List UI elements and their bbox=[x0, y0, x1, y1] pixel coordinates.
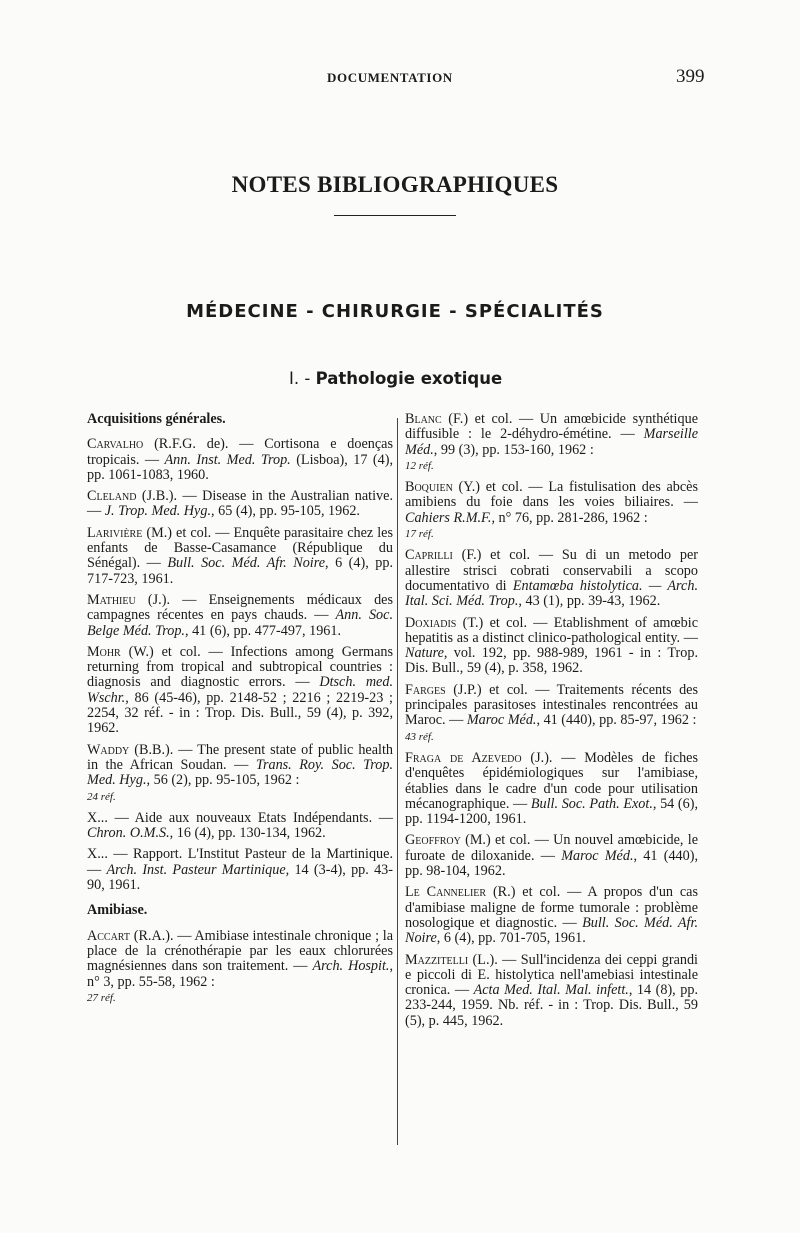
running-head: DOCUMENTATION bbox=[327, 70, 453, 85]
entry-author: X... bbox=[87, 846, 108, 863]
entry-source: Maroc Méd. bbox=[466, 712, 537, 729]
entry-author: Farges bbox=[405, 681, 446, 698]
entry-details: , 6 (4), pp. 717-723, 1961. bbox=[87, 555, 394, 587]
entry-details: , 65 (4), pp. 95-105, 1962. bbox=[211, 503, 360, 520]
entry-author: Boquien bbox=[405, 479, 453, 496]
entry-text: (F.) et col. — Un amœbicide synthétique diffusible : le 2-déhydro-émétine. — bbox=[405, 411, 698, 443]
entry-author: Caprilli bbox=[405, 547, 453, 564]
column-divider bbox=[397, 418, 398, 1145]
bibliography-entry bbox=[405, 412, 698, 474]
entry-text: (B.B.). — The present state of public health in the African Soudan. — bbox=[87, 741, 393, 773]
bibliography-entry bbox=[87, 593, 393, 639]
entry-source: Marseille Méd. bbox=[405, 426, 698, 458]
entry-source: Bull. Soc. Path. Exot. bbox=[530, 795, 653, 812]
bibliography-entry bbox=[87, 929, 393, 1006]
entry-author: Mathieu bbox=[87, 591, 136, 608]
bibliography-entry bbox=[405, 751, 698, 827]
entry-author: Le Cannelier bbox=[405, 884, 487, 901]
entry-source: Chron. O.M.S. bbox=[87, 825, 170, 842]
entry-author: Larivière bbox=[87, 524, 143, 541]
title-rule bbox=[334, 215, 456, 216]
bibliography-entry bbox=[405, 548, 698, 609]
entry-text: (J.). — Enseignements médicaux des campagnes récentes en pays chauds. — bbox=[87, 591, 393, 624]
subsection-number: I. - bbox=[289, 369, 311, 388]
entry-text: (W.) et col. — Infections among Germans returning from tropical and subtropical countries : diagnosis and diagnostic errors. — bbox=[87, 643, 393, 691]
entry-details: , 41 (6), pp. 477-497, 1961. bbox=[184, 622, 342, 639]
entry-details: (Lisboa), 17 (4), pp. 1061-1083, 1960. bbox=[87, 451, 394, 483]
entry-source: Acta Med. Ital. Mal. infett. bbox=[473, 982, 629, 999]
entry-author: Fraga de Azevedo bbox=[405, 749, 522, 766]
section-heading: MÉDECINE - CHIRURGIE - SPÉCIALITÉS bbox=[186, 301, 604, 322]
entry-source: Ann. Soc. Belge Méd. Trop. bbox=[87, 607, 393, 639]
entry-details: , 41 (440), pp. 85-97, 1962 : bbox=[536, 712, 697, 729]
bibliography-entry bbox=[87, 489, 393, 520]
entry-source: Bull. Soc. Méd. Afr. Noire bbox=[167, 555, 326, 572]
entry-source: Nature bbox=[405, 645, 444, 662]
entry-source: Trans. Roy. Soc. Trop. Med. Hyg. bbox=[87, 756, 393, 789]
entry-details: , 16 (4), pp. 130-134, 1962. bbox=[169, 825, 326, 842]
entry-details: 14 (3-4), pp. 43-90, 1961. bbox=[87, 861, 393, 894]
entry-text: (Y.) et col. — La fistulisation des abcès amibiens du foie dans les voies biliaires. — bbox=[405, 479, 698, 511]
entry-ref-count: 43 réf. bbox=[405, 730, 434, 743]
entry-author: Doxiadis bbox=[405, 614, 457, 631]
entry-text: (J.P.) et col. — Traitements récents des principales parasitoses intestinales rencontrées au Maroc. — bbox=[405, 681, 698, 729]
entry-source: Arch. Inst. Pasteur Martinique, bbox=[106, 861, 290, 878]
bibliography-entry bbox=[87, 743, 393, 805]
entry-details: , 54 (6), pp. 1194-1200, 1961. bbox=[405, 795, 698, 828]
entry-author: X... bbox=[87, 809, 108, 826]
page-number: 399 bbox=[676, 66, 705, 87]
page-title: NOTES BIBLIOGRAPHIQUES bbox=[231, 172, 559, 197]
entry-details: , 56 (2), pp. 95-105, 1962 : bbox=[146, 772, 300, 789]
entry-text: (R.) et col. — A propos d'un cas d'amibiase maligne de forme tumorale : problème nosologique et diagnostic. — bbox=[405, 884, 698, 931]
entry-source: Cahiers R.M.F. bbox=[405, 509, 492, 526]
right-column bbox=[405, 412, 698, 1035]
bibliography-entry bbox=[87, 437, 393, 483]
bibliography-entry bbox=[405, 683, 698, 745]
entry-text: (L.). — Sull'incidenza dei ceppi grandi e piccoli di E. histolytica nell'amebiasi intestinale cronica. — bbox=[405, 951, 698, 999]
entry-details: , vol. 192, pp. 988-989, 1961 - in : Trop. Dis. Bull., 59 (4), p. 358, 1962. bbox=[405, 645, 698, 677]
entry-ref-count: 12 réf. bbox=[405, 459, 434, 472]
entry-details: , 6 (4), pp. 701-705, 1961. bbox=[436, 930, 586, 947]
bibliography-entry bbox=[87, 847, 393, 893]
entry-details: , n° 76, pp. 281-286, 1962 : bbox=[491, 509, 648, 526]
entry-author: Blanc bbox=[405, 411, 442, 427]
entry-details: , 14 (8), pp. 233-244, 1959. Nb. réf. - in : Trop. Dis. Bull., 59 (5), p. 445, 1962. bbox=[405, 982, 699, 1029]
entry-text: (R.A.). — Amibiase intestinale chronique ; la place de la crénothérapie par les eaux chlorurées magnésiennes dans son traitement. — bbox=[87, 927, 393, 975]
entry-author: Cleland bbox=[87, 488, 137, 505]
entry-text: (M.) et col. — Un nouvel amœbicide, le furoate de diloxanide. — bbox=[405, 832, 698, 864]
entry-author: Mazzitelli bbox=[405, 951, 469, 968]
entry-author: Geoffroy bbox=[405, 832, 461, 849]
entry-source: Maroc Méd. bbox=[561, 847, 634, 864]
bibliography-entry bbox=[87, 811, 393, 842]
entry-text: — Aide aux nouveaux Etats Indépendants. — bbox=[107, 809, 393, 826]
entry-source: Ann. Inst. Med. Trop. bbox=[164, 451, 291, 468]
bibliography-entry bbox=[87, 645, 393, 737]
bibliography-entry bbox=[405, 833, 698, 879]
entry-text: (R.F.G. de). — Cortisona e doenças tropicais. — bbox=[87, 436, 393, 468]
subsection-heading bbox=[289, 369, 502, 388]
entry-details: , 86 (45-46), pp. 2148-52 ; 2216 ; 2219-23 ; 2254, 32 réf. - in : Trop. Dis. Bull., 59 (4), p. 392, 1962. bbox=[87, 689, 393, 737]
entry-source: Arch. Hospit. bbox=[312, 958, 390, 975]
entry-source: Entamœba histolytica. — Arch. Ital. Sci. Méd. Trop. bbox=[405, 577, 698, 610]
entry-details: , 99 (3), pp. 153-160, 1962 : bbox=[433, 441, 594, 458]
left-column bbox=[87, 412, 393, 1012]
entry-details: , 41 (440), pp. 98-104, 1962. bbox=[405, 847, 699, 880]
heading-acquisitions: Acquisitions générales. bbox=[87, 411, 226, 427]
entry-text: (F.) et col. — Su di un metodo per allestire strisci cobrati conservabili a scopo documentativo di bbox=[405, 547, 698, 594]
bibliography-entry bbox=[405, 885, 698, 946]
entry-ref-count: 17 réf. bbox=[405, 528, 434, 541]
entry-ref-count: 24 réf. bbox=[87, 790, 116, 803]
bibliography-entry bbox=[405, 616, 698, 677]
bibliography-entry bbox=[405, 953, 698, 1029]
entry-ref-count: 27 réf. bbox=[87, 991, 116, 1004]
entry-author: Accart bbox=[87, 927, 130, 944]
bibliography-entry bbox=[87, 526, 393, 587]
entry-source: Dtsch. med. Wschr. bbox=[87, 674, 393, 706]
entry-text: (M.) et col. — Enquête parasitaire chez les enfants de Basse-Casamance (République du Sénégal). — bbox=[87, 524, 393, 572]
entry-author: Waddy bbox=[87, 741, 130, 758]
entry-text: — Rapport. L'Institut Pasteur de la Martinique. — bbox=[87, 846, 393, 878]
entry-details: , n° 3, pp. 55-58, 1962 : bbox=[87, 958, 394, 990]
bibliography-entry bbox=[405, 480, 698, 542]
entry-source: Bull. Soc. Méd. Afr. Noire bbox=[405, 914, 698, 947]
heading-amibiase: Amibiase. bbox=[87, 902, 148, 919]
entry-details: , 43 (1), pp. 39-43, 1962. bbox=[518, 593, 661, 610]
entry-source: J. Trop. Med. Hyg. bbox=[104, 503, 211, 520]
entry-author: Carvalho bbox=[87, 436, 144, 453]
entry-text: (T.) et col. — Etablishment of amœbic hepatitis as a distinct clinico-pathological entity. — bbox=[405, 614, 698, 646]
entry-author: Mohr bbox=[87, 643, 121, 660]
entry-text: (J.B.). — Disease in the Australian native. — bbox=[87, 488, 393, 520]
subsection-title: Pathologie exotique bbox=[315, 369, 503, 388]
entry-text: (J.). — Modèles de fiches d'enquêtes épidémiologiques sur l'amibiase, établies dans le cadre d'un code pour utilisation mécanographique. — bbox=[405, 749, 698, 812]
